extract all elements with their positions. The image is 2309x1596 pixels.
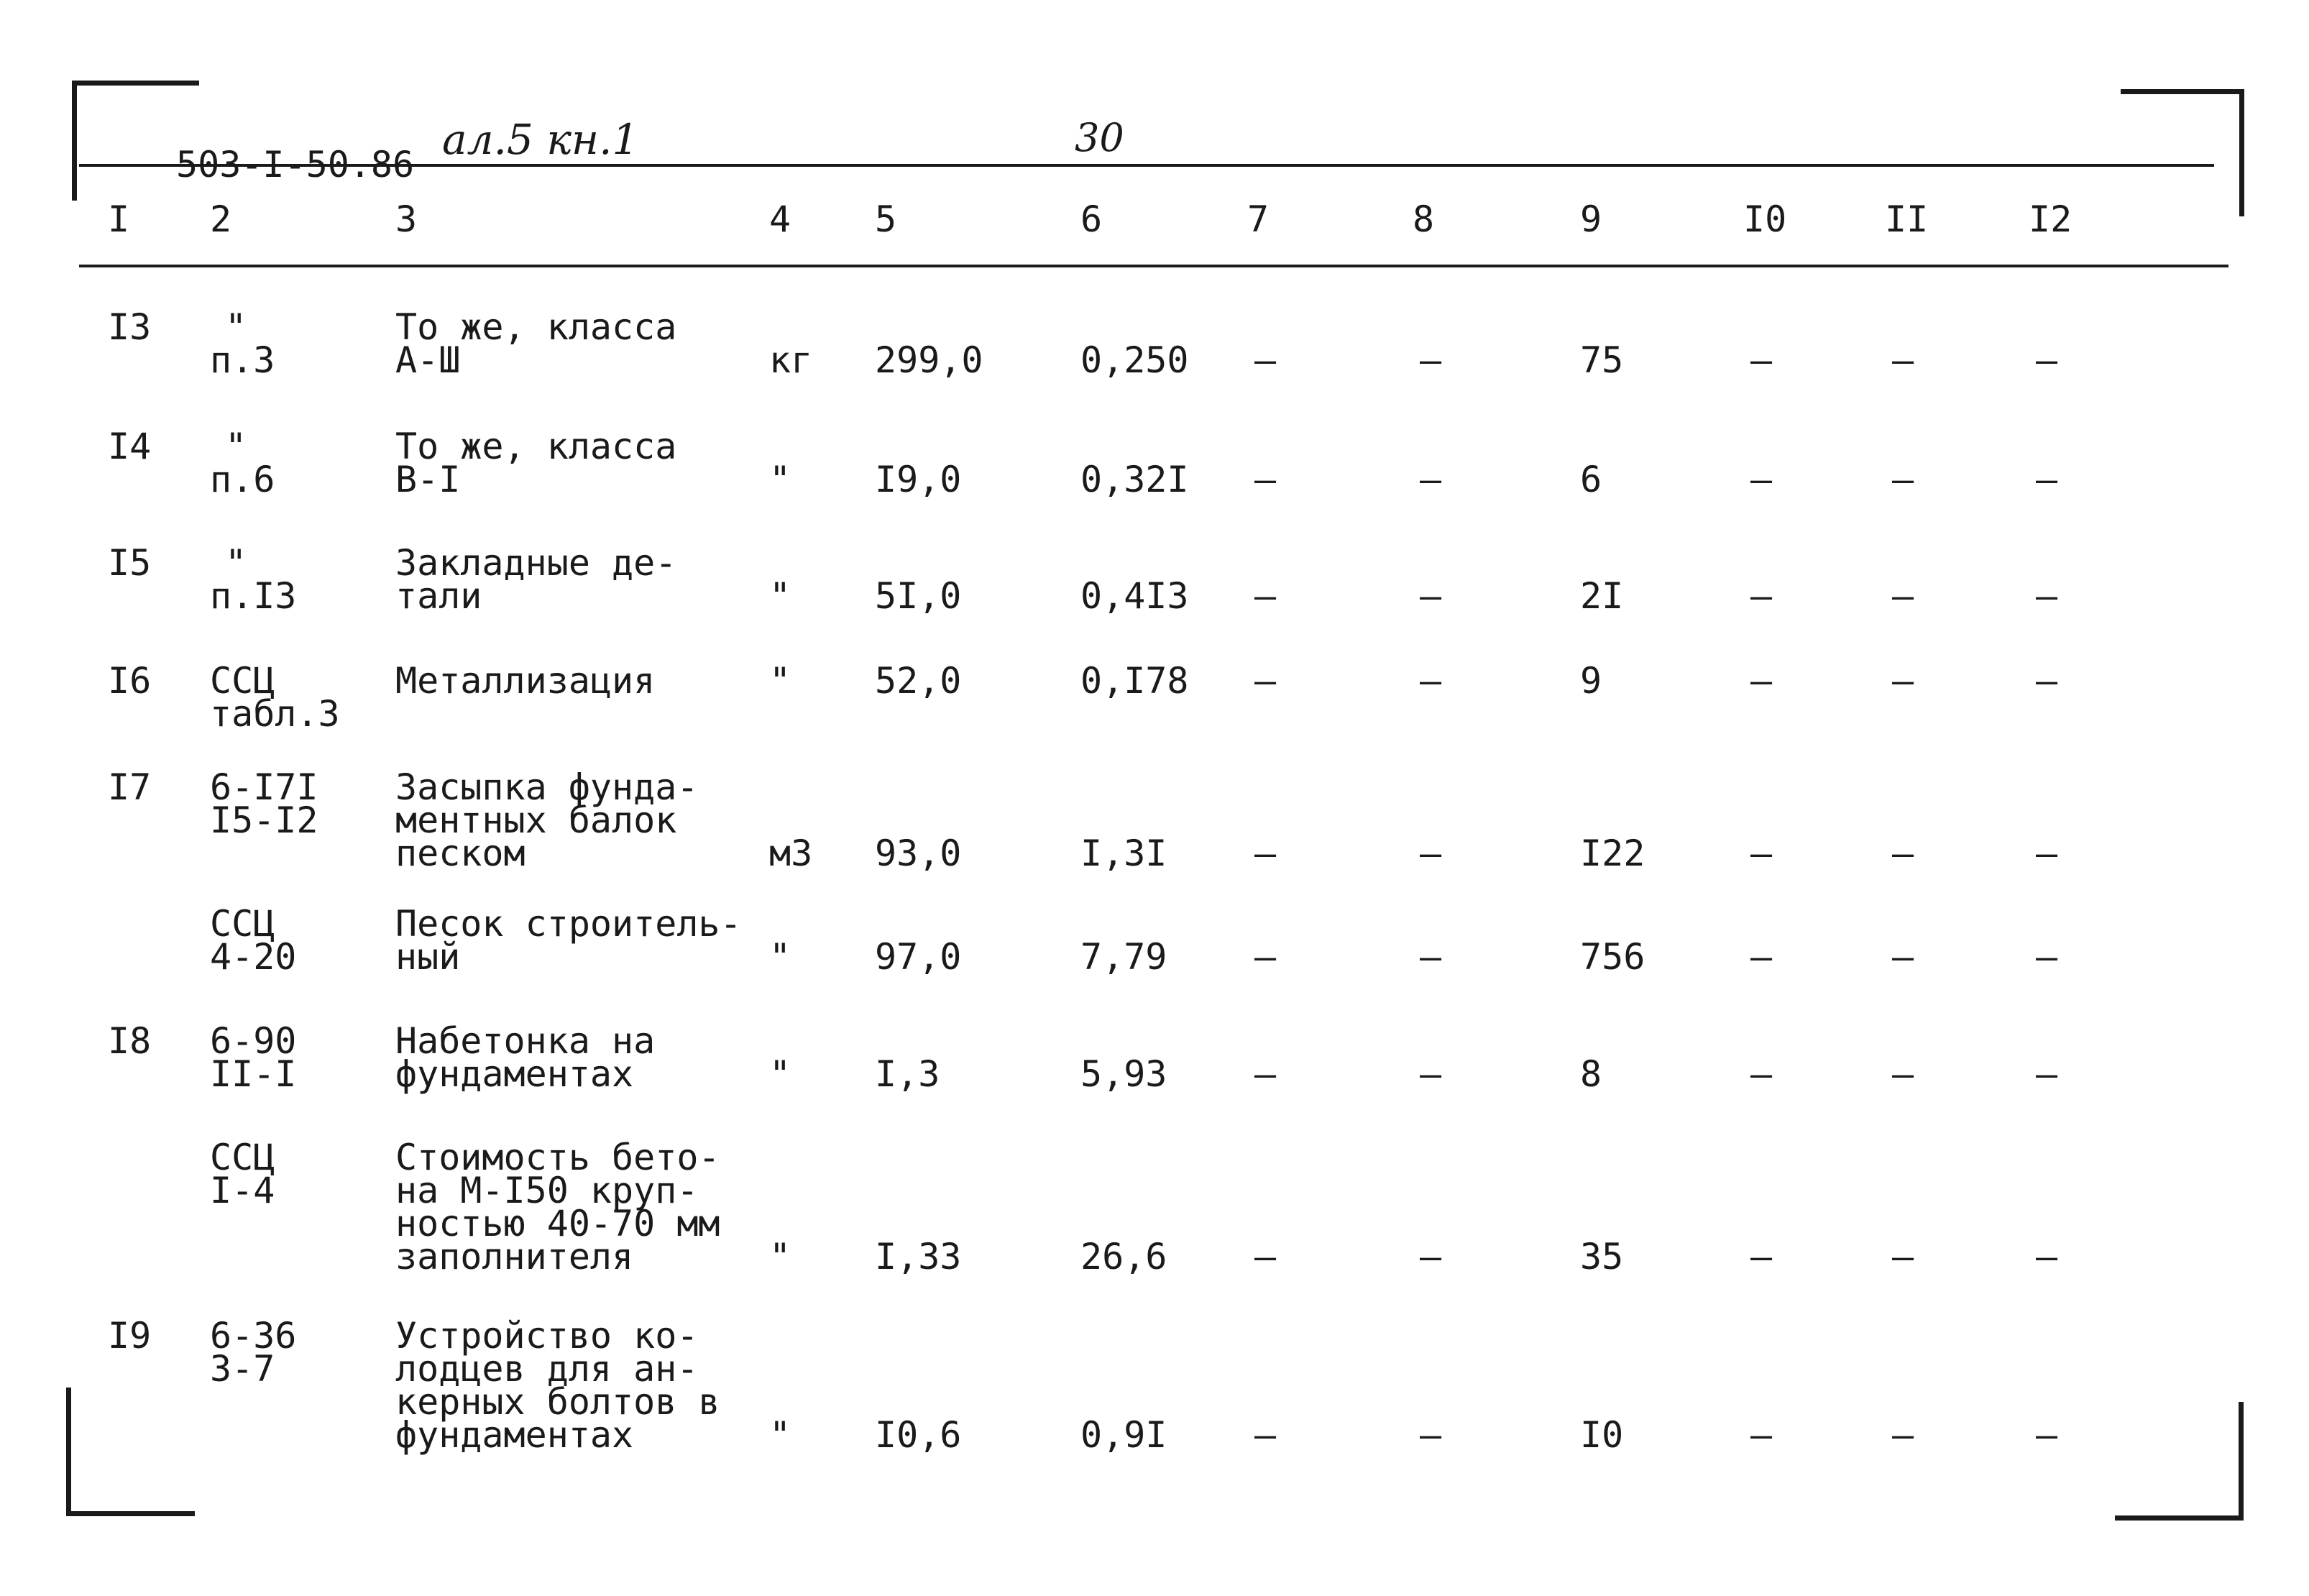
column-header-5: 5 bbox=[875, 198, 897, 240]
document-code: 503-I-50.86 bbox=[176, 144, 415, 185]
row-unit-price: 0,250 bbox=[1080, 339, 1189, 381]
row-description: То же, класса bbox=[395, 426, 677, 467]
row-col-12: – bbox=[2036, 1053, 2058, 1095]
row-description: песком bbox=[395, 833, 525, 874]
row-col-8: – bbox=[1420, 660, 1442, 702]
column-header-11: II bbox=[1885, 198, 1929, 240]
row-description: фундаментах bbox=[395, 1414, 634, 1456]
frame-corner-bottom-right bbox=[2115, 1402, 2244, 1521]
column-header-2: 2 bbox=[210, 198, 232, 240]
row-reference: II-I bbox=[210, 1053, 297, 1095]
row-reference: п.3 bbox=[210, 339, 275, 381]
row-reference: I-4 bbox=[210, 1170, 275, 1211]
row-number: I6 bbox=[108, 660, 152, 702]
row-description: А-Ш bbox=[395, 339, 461, 381]
row-col-10: – bbox=[1750, 936, 1773, 978]
row-unit-price: 5,93 bbox=[1080, 1053, 1167, 1095]
row-description: заполнителя bbox=[395, 1236, 634, 1278]
row-col-9: I0 bbox=[1580, 1414, 1624, 1456]
row-col-10: – bbox=[1750, 575, 1773, 617]
row-col-9: I22 bbox=[1580, 833, 1645, 874]
row-col-10: – bbox=[1750, 1236, 1773, 1278]
row-col-11: – bbox=[1892, 833, 1914, 874]
row-col-11: – bbox=[1892, 1414, 1914, 1456]
row-description: Песок строитель- bbox=[395, 903, 742, 945]
row-col-12: – bbox=[2036, 660, 2058, 702]
row-col-7: – bbox=[1254, 660, 1277, 702]
row-col-9: 75 bbox=[1580, 339, 1624, 381]
row-col-12: – bbox=[2036, 833, 2058, 874]
row-quantity: 299,0 bbox=[875, 339, 983, 381]
row-col-8: – bbox=[1420, 339, 1442, 381]
row-col-12: – bbox=[2036, 339, 2058, 381]
row-reference: 6-90 bbox=[210, 1020, 297, 1062]
row-reference: " bbox=[224, 306, 247, 348]
row-unit-price: 0,4I3 bbox=[1080, 575, 1189, 617]
row-col-7: – bbox=[1254, 575, 1277, 617]
row-col-11: – bbox=[1892, 936, 1914, 978]
row-col-9: 6 bbox=[1580, 459, 1602, 500]
row-description: Стоимость бето- bbox=[395, 1137, 720, 1178]
row-col-10: – bbox=[1750, 1414, 1773, 1456]
row-reference: I5-I2 bbox=[210, 799, 318, 841]
row-unit: кг bbox=[769, 339, 813, 381]
column-header-1: I bbox=[108, 198, 130, 240]
row-reference: 6-I7I bbox=[210, 766, 318, 808]
row-quantity: 5I,0 bbox=[875, 575, 962, 617]
row-col-11: – bbox=[1892, 660, 1914, 702]
row-col-8: – bbox=[1420, 459, 1442, 500]
row-quantity: I0,6 bbox=[875, 1414, 962, 1456]
row-reference: ССЦ bbox=[210, 660, 275, 702]
row-reference: п.I3 bbox=[210, 575, 297, 617]
row-description: фундаментах bbox=[395, 1053, 634, 1095]
row-col-7: – bbox=[1254, 1236, 1277, 1278]
row-description: ный bbox=[395, 936, 461, 978]
column-header-12: I2 bbox=[2029, 198, 2072, 240]
column-header-4: 4 bbox=[769, 198, 791, 240]
row-reference: " bbox=[224, 426, 247, 467]
page-number: 30 bbox=[1075, 115, 1124, 160]
row-col-7: – bbox=[1254, 1414, 1277, 1456]
row-quantity: I9,0 bbox=[875, 459, 962, 500]
row-reference: 3-7 bbox=[210, 1348, 275, 1390]
row-col-12: – bbox=[2036, 575, 2058, 617]
row-number: I7 bbox=[108, 766, 152, 808]
row-col-8: – bbox=[1420, 1053, 1442, 1095]
row-description: В-I bbox=[395, 459, 461, 500]
handwritten-note: ал.5 кн.1 bbox=[442, 115, 639, 164]
row-col-12: – bbox=[2036, 459, 2058, 500]
row-col-8: – bbox=[1420, 833, 1442, 874]
column-header-3: 3 bbox=[395, 198, 418, 240]
row-col-10: – bbox=[1750, 660, 1773, 702]
row-quantity: 93,0 bbox=[875, 833, 962, 874]
row-col-10: – bbox=[1750, 339, 1773, 381]
row-number: I8 bbox=[108, 1020, 152, 1062]
row-col-10: – bbox=[1750, 833, 1773, 874]
row-description: керных болтов в bbox=[395, 1381, 720, 1423]
row-col-8: – bbox=[1420, 936, 1442, 978]
row-description: лодцев для ан- bbox=[395, 1348, 699, 1390]
row-description: Закладные де- bbox=[395, 542, 677, 584]
column-header-10: I0 bbox=[1743, 198, 1787, 240]
row-description: Засыпка фунда- bbox=[395, 766, 699, 808]
row-col-9: 35 bbox=[1580, 1236, 1624, 1278]
row-description: Набетонка на bbox=[395, 1020, 656, 1062]
row-col-11: – bbox=[1892, 575, 1914, 617]
row-col-12: – bbox=[2036, 1414, 2058, 1456]
row-col-11: – bbox=[1892, 339, 1914, 381]
row-unit-price: 26,6 bbox=[1080, 1236, 1167, 1278]
row-col-7: – bbox=[1254, 1053, 1277, 1095]
row-col-7: – bbox=[1254, 459, 1277, 500]
row-description: ментных балок bbox=[395, 799, 677, 841]
row-col-7: – bbox=[1254, 339, 1277, 381]
column-header-7: 7 bbox=[1247, 198, 1270, 240]
row-col-8: – bbox=[1420, 575, 1442, 617]
row-description: на М-I50 круп- bbox=[395, 1170, 699, 1211]
row-description: То же, класса bbox=[395, 306, 677, 348]
row-description: тали bbox=[395, 575, 482, 617]
row-unit-price: 0,9I bbox=[1080, 1414, 1167, 1456]
row-col-9: 756 bbox=[1580, 936, 1645, 978]
row-quantity: 52,0 bbox=[875, 660, 962, 702]
row-reference: ССЦ bbox=[210, 903, 275, 945]
row-col-7: – bbox=[1254, 936, 1277, 978]
row-unit: " bbox=[769, 660, 791, 702]
row-col-8: – bbox=[1420, 1414, 1442, 1456]
row-description: ностью 40-70 мм bbox=[395, 1203, 720, 1244]
row-quantity: 97,0 bbox=[875, 936, 962, 978]
row-col-12: – bbox=[2036, 1236, 2058, 1278]
row-number: I4 bbox=[108, 426, 152, 467]
row-col-11: – bbox=[1892, 1236, 1914, 1278]
row-col-12: – bbox=[2036, 936, 2058, 978]
frame-corner-bottom-left bbox=[66, 1388, 195, 1516]
row-reference: " bbox=[224, 542, 247, 584]
row-reference: 6-36 bbox=[210, 1315, 297, 1357]
row-unit-price: I,3I bbox=[1080, 833, 1167, 874]
row-description: Устройство ко- bbox=[395, 1315, 699, 1357]
row-col-9: 2I bbox=[1580, 575, 1624, 617]
row-number: I5 bbox=[108, 542, 152, 584]
column-header-6: 6 bbox=[1080, 198, 1103, 240]
row-reference: ССЦ bbox=[210, 1137, 275, 1178]
column-header-8: 8 bbox=[1413, 198, 1435, 240]
frame-corner-top-right bbox=[2121, 89, 2244, 216]
row-unit: " bbox=[769, 1053, 791, 1095]
row-col-9: 8 bbox=[1580, 1053, 1602, 1095]
row-unit: " bbox=[769, 936, 791, 978]
row-col-11: – bbox=[1892, 459, 1914, 500]
row-unit: м3 bbox=[769, 833, 813, 874]
row-unit: " bbox=[769, 575, 791, 617]
row-reference: табл.3 bbox=[210, 693, 340, 735]
column-header-9: 9 bbox=[1580, 198, 1602, 240]
row-unit-price: 0,32I bbox=[1080, 459, 1189, 500]
row-reference: 4-20 bbox=[210, 936, 297, 978]
row-col-11: – bbox=[1892, 1053, 1914, 1095]
row-unit: " bbox=[769, 1414, 791, 1456]
row-number: I3 bbox=[108, 306, 152, 348]
row-unit: " bbox=[769, 459, 791, 500]
row-unit-price: 0,I78 bbox=[1080, 660, 1189, 702]
row-quantity: I,3 bbox=[875, 1053, 940, 1095]
row-number: I9 bbox=[108, 1315, 152, 1357]
row-col-9: 9 bbox=[1580, 660, 1602, 702]
row-col-8: – bbox=[1420, 1236, 1442, 1278]
row-col-7: – bbox=[1254, 833, 1277, 874]
row-col-10: – bbox=[1750, 459, 1773, 500]
row-quantity: I,33 bbox=[875, 1236, 962, 1278]
row-reference: п.6 bbox=[210, 459, 275, 500]
row-description: Металлизация bbox=[395, 660, 656, 702]
row-unit: " bbox=[769, 1236, 791, 1278]
row-unit-price: 7,79 bbox=[1080, 936, 1167, 978]
row-col-10: – bbox=[1750, 1053, 1773, 1095]
column-header-rule bbox=[79, 265, 2228, 267]
